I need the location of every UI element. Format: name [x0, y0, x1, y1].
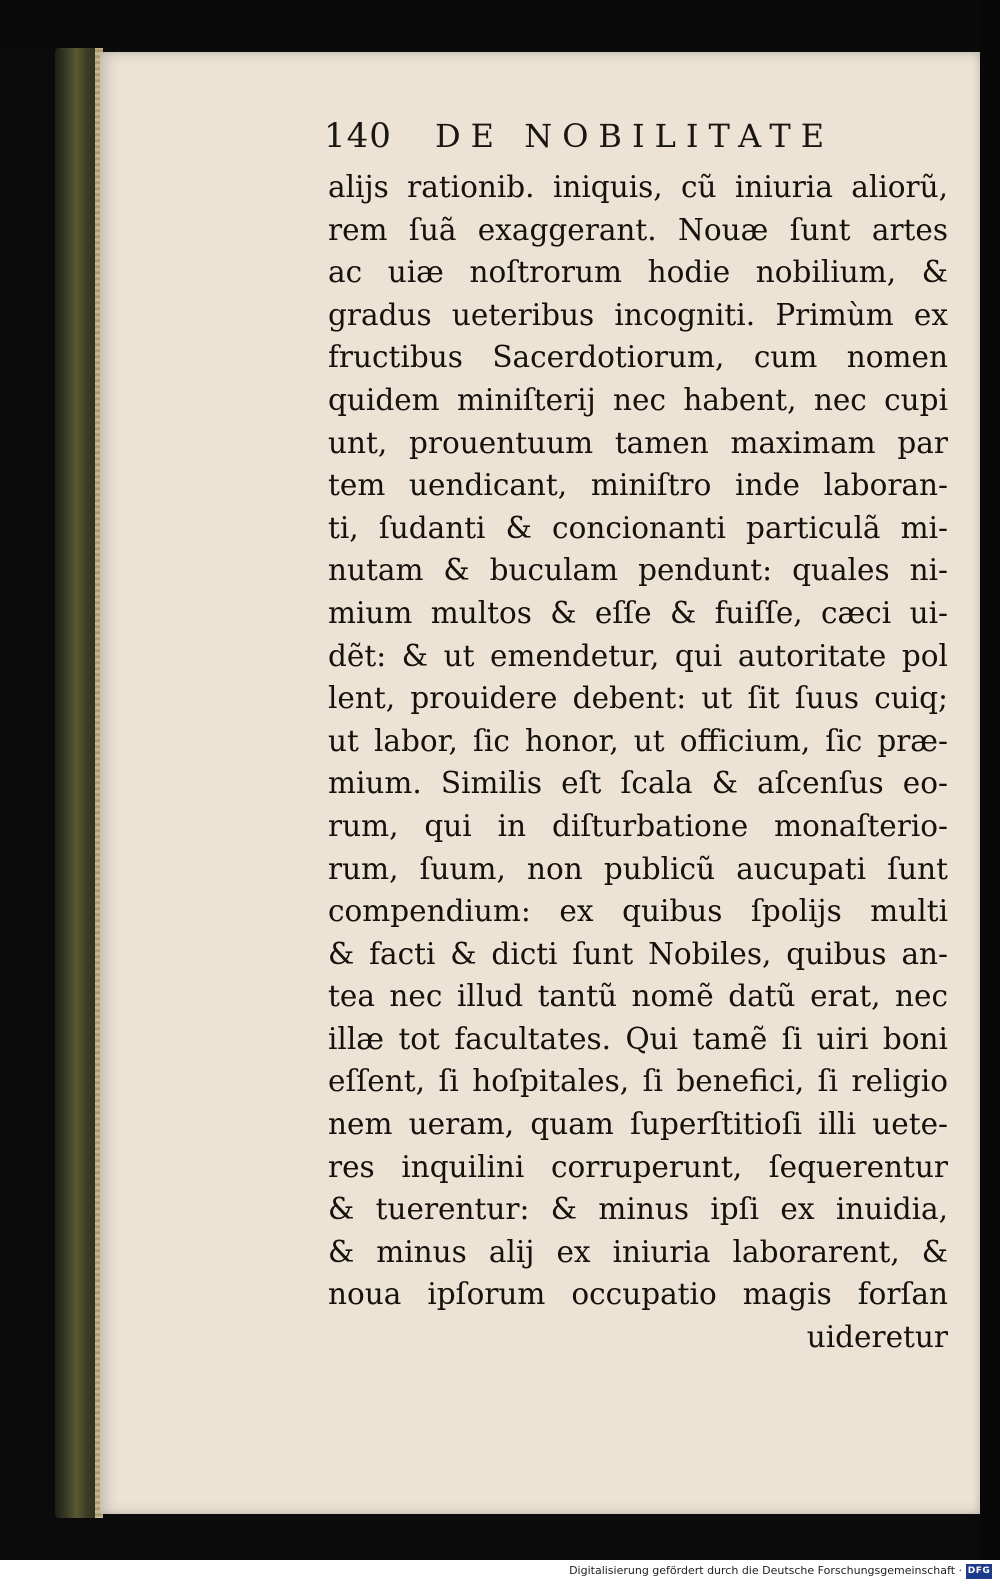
text-line: ac uiæ noſtrorum hodie nobilium, & [328, 255, 948, 290]
scan-border-right [980, 0, 1000, 1560]
book-fore-edge [55, 48, 103, 1518]
text-line: eſſent, ſi hoſpitales, ſi benefici, ſi religio [328, 1064, 948, 1099]
text-line: tem uendicant, miniſtro inde laboran- [328, 468, 948, 503]
text-line: res inquilini corruperunt, ſequerentur [328, 1149, 948, 1184]
text-line: noua ipſorum occupatio magis forſan [328, 1277, 948, 1312]
text-line: & facti & dicti ſunt Nobiles, quibus an- [328, 936, 948, 971]
text-line: fructibus Sacerdotiorum, cum nomen [328, 340, 948, 375]
scan-border-top [0, 0, 1000, 48]
text-line: lent, prouidere debent: ut ſit ſuus cuiq; [328, 681, 948, 716]
text-line: gradus ueteribus incogniti. Primùm ex [328, 297, 948, 332]
funding-credit: Digitalisierung gefördert durch die Deutsche Forschungsgemeinschaft · [569, 1564, 962, 1577]
text-line: tea nec illud tantũ nomẽ datũ erat, nec [328, 979, 948, 1014]
text-line: rum, ſuum, non publicũ aucupati ſunt [328, 851, 948, 886]
text-line: dẽt: & ut emendetur, qui autoritate pol [328, 638, 948, 673]
text-line: illæ tot facultates. Qui tamẽ ſi uiri boni [328, 1021, 948, 1056]
page-header [324, 116, 884, 160]
text-line: ut labor, ſic honor, ut officium, ſic præ- [328, 723, 948, 758]
dfg-logo: DFG [966, 1564, 992, 1579]
text-line: nem ueram, quam ſuperſtitioſi illi uete- [328, 1107, 948, 1142]
text-line: & minus alij ex iniuria laborarent, & [328, 1234, 948, 1269]
running-head: DE NOBILITATE [435, 117, 835, 155]
text-line: & tuerentur: & minus ipſi ex inuidia, [328, 1192, 948, 1227]
text-line: ti, ſudanti & concionanti particulã mi- [328, 510, 948, 545]
text-line: unt, prouentuum tamen maximam par [328, 425, 948, 460]
text-line: compendium: ex quibus ſpolijs multi [328, 894, 948, 929]
text-line: alijs rationib. iniquis, cũ iniuria aliorũ, [328, 170, 948, 204]
text-line: quidem miniſterij nec habent, nec cupi [328, 382, 948, 417]
footer-bar [0, 1560, 1000, 1584]
text-line: mium multos & eſſe & fuiſſe, cæci ui- [328, 595, 948, 630]
text-block [328, 166, 948, 1359]
page-number: 140 [324, 116, 392, 156]
text-line: rum, qui in diſturbatione monaſterio- [328, 808, 948, 843]
text-line: nutam & buculam pendunt: quales ni- [328, 553, 948, 588]
text-line: rem ſuã exaggerant. Nouæ ſunt artes [328, 212, 948, 247]
catchword: uideretur [806, 1320, 948, 1355]
text-line: mium. Similis eſt ſcala & aſcenſus eo- [328, 766, 948, 801]
